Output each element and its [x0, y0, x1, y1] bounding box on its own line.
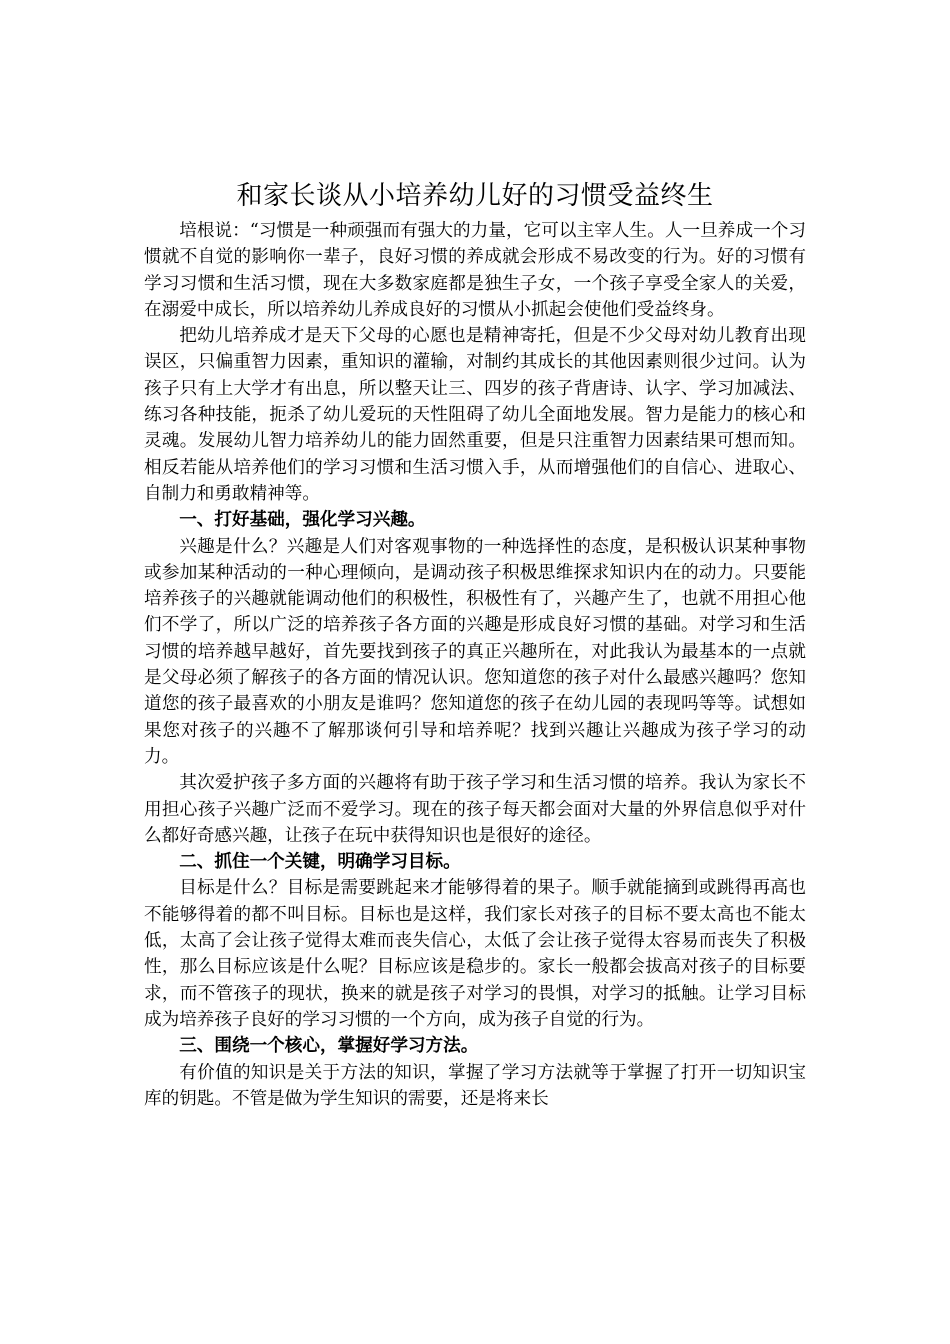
- section-2-paragraph-1: 目标是什么？目标是需要跳起来才能够得着的果子。顺手就能摘到或跳得再高也不能够得着的都不叫目标。目标也是这样，我们家长对孩子的目标不要太高也不能太低，太高了会让孩子觉得太难而丧失信心，太低了会让孩子觉得太容易而丧失了积极性，那么目标应该是什么呢？目标应该是稳步的。家长一般都会拔高对孩子的目标要求，而不管孩子的现状，换来的就是孩子对学习的畏惧，对学习的抵触。让学习目标成为培养孩子良好的学习习惯的一个方向，成为孩子自觉的行为。: [144, 878, 806, 1030]
- intro-paragraph-1: 培根说：“习惯是一种顽强而有强大的力量，它可以主宰人生。人一旦养成一个习惯就不自觉的影响你一辈子，良好习惯的养成就会形成不易改变的行为。好的习惯有学习习惯和生活习惯，现在大多数家庭都是独生子女，一个孩子享受全家人的关爱，在溺爱中成长，所以培养幼儿养成良好的习惯从小抓起会使他们受益终身。: [144, 221, 806, 320]
- section-1-paragraph-2: 其次爱护孩子多方面的兴趣将有助于孩子学习和生活习惯的培养。我认为家长不用担心孩子兴趣广泛而不爱学习。现在的孩子每天都会面对大量的外界信息似乎对什么都好奇感兴趣，让孩子在玩中获得知识也是很好的途径。: [144, 773, 806, 846]
- document-body: [144, 176, 806, 1112]
- section-1-heading: 一、打好基础，强化学习兴趣。: [179, 509, 426, 531]
- section-2-heading: 二、抓住一个关键，明确学习目标。: [179, 851, 461, 873]
- section-3-heading: 三、围绕一个核心，掌握好学习方法。: [179, 1035, 479, 1057]
- intro-paragraph-2: 把幼儿培养成才是天下父母的心愿也是精神寄托，但是不少父母对幼儿教育出现误区，只偏重智力因素，重知识的灌输，对制约其成长的其他因素则很少过问。认为孩子只有上大学才有出息，所以整天让三、四岁的孩子背唐诗、认字、学习加减法、练习各种技能，扼杀了幼儿爱玩的天性阻碍了幼儿全面地发展。智力是能力的核心和灵魂。发展幼儿智力培养幼儿的能力固然重要，但是只注重智力因素结果可想而知。相反若能从培养他们的学习习惯和生活习惯入手，从而增强他们的自信心、进取心、自制力和勇敢精神等。: [144, 326, 806, 504]
- section-1-paragraph-1: 兴趣是什么？兴趣是人们对客观事物的一种选择性的态度，是积极认识某种事物或参加某种活动的一种心理倾向，是调动孩子积极思维探求知识内在的动力。只要能培养孩子的兴趣就能调动他们的积极性，积极性有了，兴趣产生了，也就不用担心他们不学了，所以广泛的培养孩子各方面的兴趣是形成良好习惯的基础。对学习和生活习惯的培养越早越好，首先要找到孩子的真正兴趣所在，对此我认为最基本的一点就是父母必须了解孩子的各方面的情况认识。您知道您的孩子对什么最感兴趣吗？您知道您的孩子最喜欢的小朋友是谁吗？您知道您的孩子在幼儿园的表现吗等等。试想如果您对孩子的兴趣不了解那谈何引导和培养呢？找到兴趣让兴趣成为孩子学习的动力。: [144, 536, 806, 767]
- section-3-paragraph-1: 有价值的知识是关于方法的知识，掌握了学习方法就等于掌握了打开一切知识宝库的钥匙。不管是做为学生知识的需要，还是将来长: [144, 1062, 806, 1109]
- document-title: 和家长谈从小培养幼儿好的习惯受益终生: [236, 181, 714, 211]
